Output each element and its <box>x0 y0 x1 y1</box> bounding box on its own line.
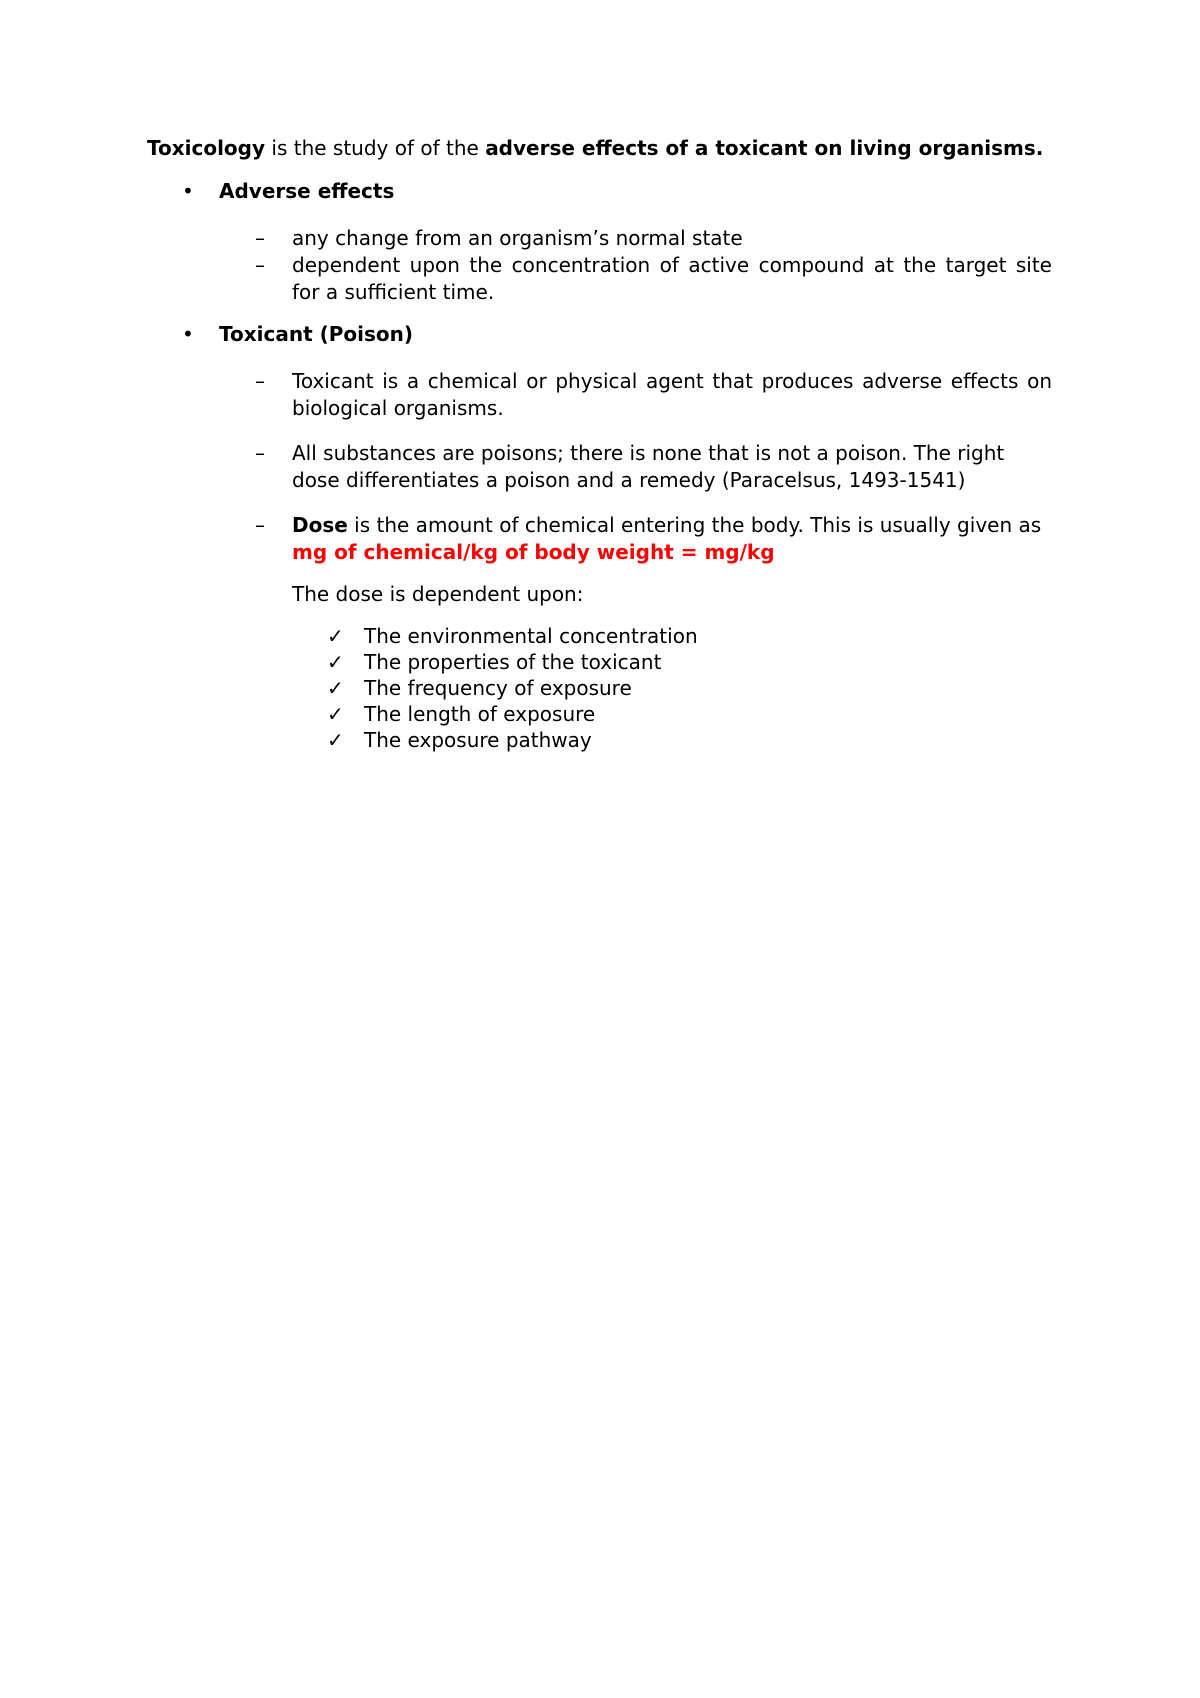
dash-icon: – <box>255 226 265 250</box>
dose-factor-list <box>327 623 1027 753</box>
list-item <box>327 701 1027 727</box>
list-item-text: any change from an organism’s normal state <box>292 226 743 250</box>
dose-dependence-lead: The dose is dependent upon: <box>292 582 584 606</box>
list-item-text: The environmental concentration <box>364 624 698 648</box>
dose-formula: mg of chemical/kg of body weight = mg/kg <box>292 540 775 564</box>
dash-icon: – <box>255 253 265 277</box>
list-item-text <box>292 512 1052 566</box>
checkmark-icon: ✓ <box>327 728 344 752</box>
list-item-text: Toxicant is a chemical or physical agent that produces adverse effects on biological organisms. <box>292 369 1052 420</box>
dash-icon: – <box>255 441 265 465</box>
bullet-icon: • <box>182 179 194 203</box>
dose-description: is the amount of chemical entering the body. This is usually given as <box>347 513 1042 537</box>
list-item-text: All substances are poisons; there is none that is not a poison. The right dose differentiates a poison and a remedy (Paracelsus, 1493-1541) <box>292 441 1005 492</box>
section-heading: Toxicant (Poison) <box>219 322 414 346</box>
checkmark-icon: ✓ <box>327 650 344 674</box>
list-item-text: The exposure pathway <box>364 728 592 752</box>
intro-paragraph <box>147 135 1067 162</box>
checkmark-icon: ✓ <box>327 702 344 726</box>
list-item-text: The length of exposure <box>364 702 596 726</box>
section-heading: Adverse effects <box>219 179 395 203</box>
list-item <box>327 727 1027 753</box>
intro-term: Toxicology <box>147 136 266 160</box>
dose-term: Dose <box>292 513 348 537</box>
intro-definition: adverse effects of a toxicant on living organisms. <box>485 136 1044 160</box>
list-item-text: The properties of the toxicant <box>364 650 662 674</box>
list-item <box>327 649 1027 675</box>
intro-mid: is the study of of the <box>265 136 486 160</box>
dash-icon: – <box>255 513 265 537</box>
list-item <box>327 623 1027 649</box>
checkmark-icon: ✓ <box>327 624 344 648</box>
checkmark-icon: ✓ <box>327 676 344 700</box>
list-item-text: The frequency of exposure <box>364 676 632 700</box>
list-item <box>327 675 1027 701</box>
list-item-text: dependent upon the concentration of active compound at the target site for a sufficient time. <box>292 253 1052 304</box>
bullet-icon: • <box>182 322 194 346</box>
dash-icon: – <box>255 369 265 393</box>
